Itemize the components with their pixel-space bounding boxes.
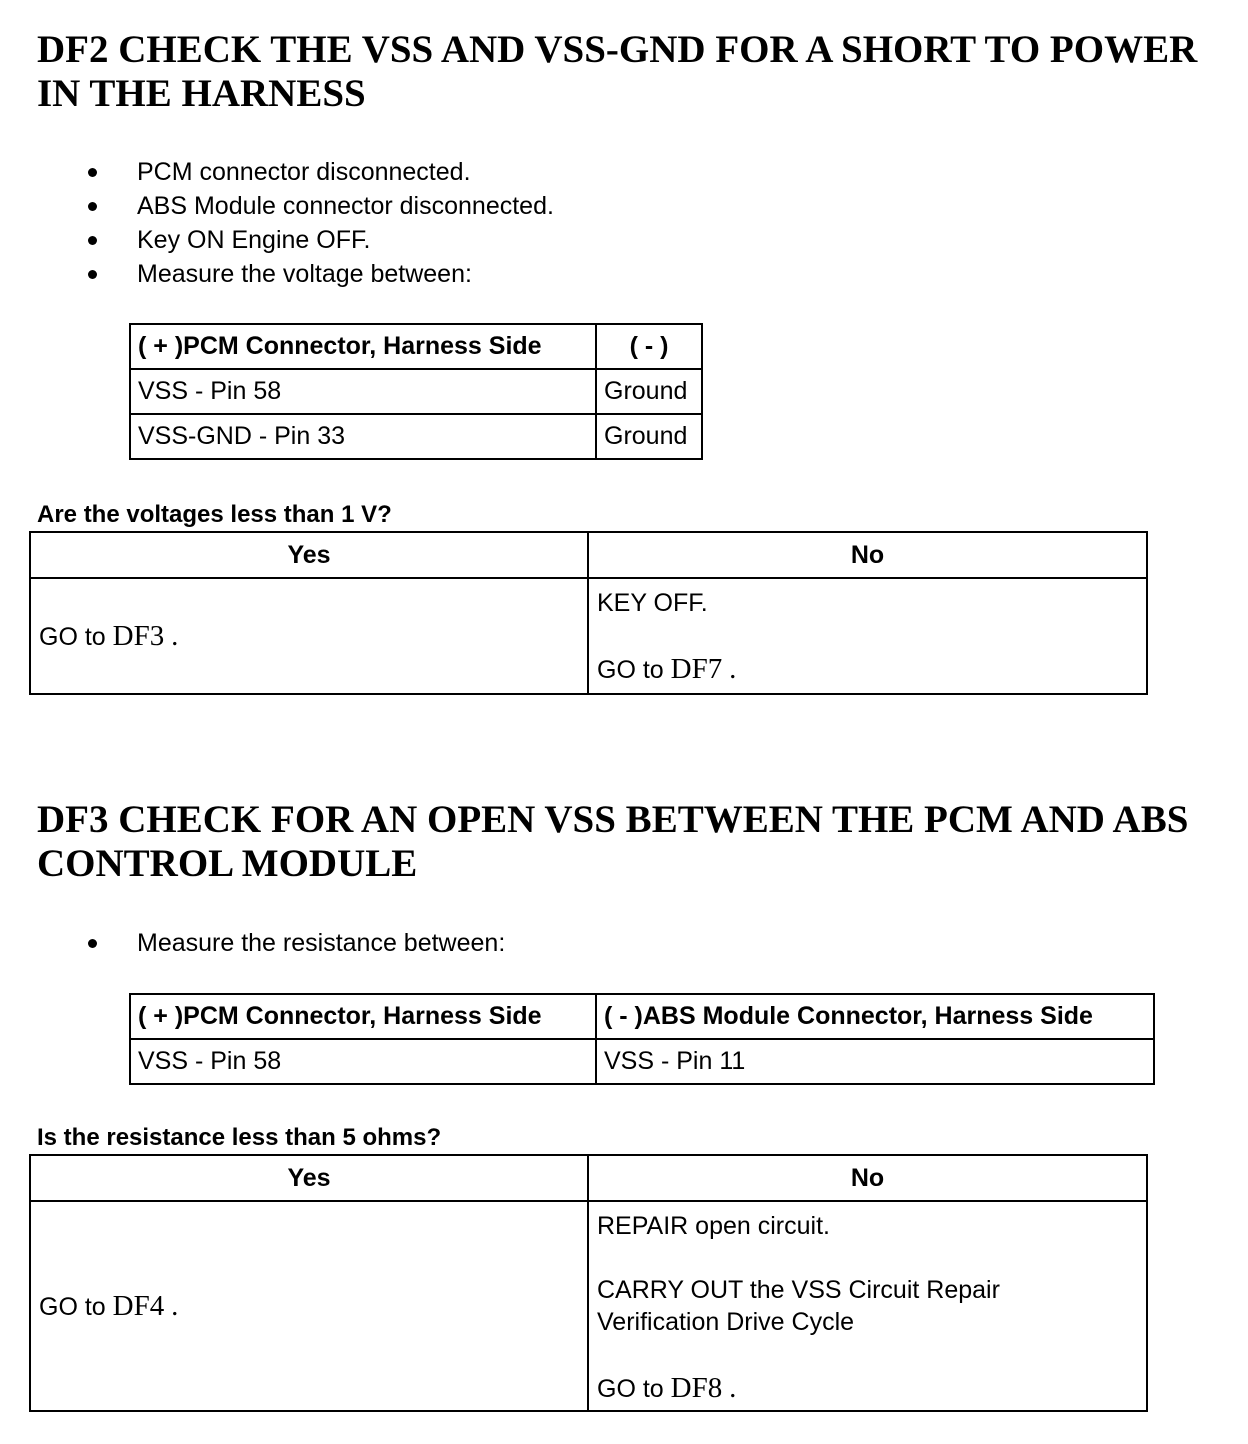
df2-heading (37, 28, 1197, 116)
goto-df3-link[interactable]: DF3 (112, 619, 165, 652)
no-header: No (588, 532, 1147, 578)
df2-heading-line1: DF2 CHECK THE VSS AND VSS-GND FOR A SHORT TO POWER (37, 28, 1198, 71)
bullet-icon (88, 168, 97, 177)
table-cell: Ground (596, 414, 702, 459)
list-item: Key ON Engine OFF. (0, 223, 554, 257)
no-cell: KEY OFF. GO to DF7 . (588, 578, 1147, 694)
bullet-icon (88, 202, 97, 211)
yes-cell: GO to DF3 . (30, 578, 588, 694)
table-header-cell: ( - ) (596, 324, 702, 369)
goto-df4-link[interactable]: DF4 (112, 1289, 165, 1322)
yes-header: Yes (30, 532, 588, 578)
table-cell: Ground (596, 369, 702, 414)
df3-heading-line1: DF3 CHECK FOR AN OPEN VSS BETWEEN THE PCM AND ABS (37, 798, 1189, 841)
table-header-cell: ( - )ABS Module Connector, Harness Side (596, 994, 1154, 1039)
table-header-row (130, 324, 702, 369)
df3-bullet-list (0, 926, 505, 960)
df2-decision-table (29, 531, 1148, 695)
list-item: PCM connector disconnected. (0, 155, 554, 189)
list-item: Measure the voltage between: (0, 257, 554, 291)
no-cell: REPAIR open circuit. CARRY OUT the VSS Circuit Repair Verification Drive Cycle GO to DF8 . (588, 1201, 1147, 1411)
df3-question: Is the resistance less than 5 ohms? (37, 1124, 442, 1151)
table-cell: VSS - Pin 58 (130, 369, 596, 414)
goto-df8-link[interactable]: DF8 (670, 1372, 723, 1404)
table-header-cell: ( + )PCM Connector, Harness Side (130, 324, 596, 369)
bullet-icon (88, 939, 97, 948)
goto-df7-link[interactable]: DF7 (670, 653, 723, 685)
table-cell: VSS-GND - Pin 33 (130, 414, 596, 459)
no-header: No (588, 1155, 1147, 1201)
table-row (130, 414, 702, 459)
table-header-cell: ( + )PCM Connector, Harness Side (130, 994, 596, 1039)
df3-heading (37, 798, 1188, 886)
table-cell: VSS - Pin 11 (596, 1039, 1154, 1084)
table-header-row (130, 994, 1154, 1039)
df3-decision-table (29, 1154, 1148, 1412)
bullet-icon (88, 270, 97, 279)
bullet-icon (88, 236, 97, 245)
df2-bullet-list (0, 155, 554, 291)
df2-question: Are the voltages less than 1 V? (37, 501, 392, 528)
df3-pin-table (129, 993, 1155, 1085)
yes-header: Yes (30, 1155, 588, 1201)
list-item: Measure the resistance between: (0, 926, 505, 960)
yes-cell: GO to DF4 . (30, 1201, 588, 1411)
df3-heading-line2: CONTROL MODULE (37, 842, 418, 885)
table-row (130, 369, 702, 414)
table-cell: VSS - Pin 58 (130, 1039, 596, 1084)
df2-heading-line2: IN THE HARNESS (37, 72, 366, 115)
list-item: ABS Module connector disconnected. (0, 189, 554, 223)
df2-pin-table (129, 323, 703, 460)
table-row (130, 1039, 1154, 1084)
